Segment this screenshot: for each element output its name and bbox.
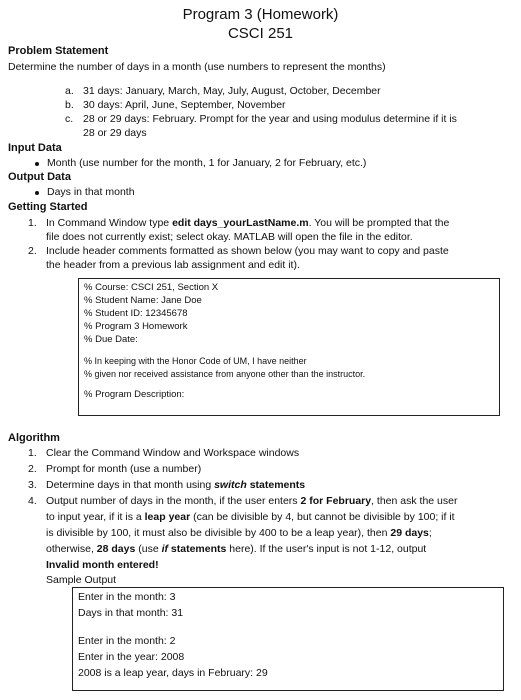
- header-line: % Program 3 Homework: [84, 321, 188, 332]
- alg-step4-marker: 4.: [28, 495, 37, 507]
- header-line: % Program Description:: [84, 389, 185, 400]
- problem-item-c: 28 or 29 days: February. Prompt for the year and using modulus determine if it is: [83, 113, 457, 125]
- getting-started-heading: Getting Started: [8, 201, 88, 213]
- problem-item-b: 30 days: April, June, September, November: [83, 99, 286, 111]
- alg-step4-line4: otherwise, 28 days (use if statements here). If the user's input is not 1-12, output: [46, 543, 427, 555]
- problem-item-b-marker: b.: [65, 99, 74, 111]
- alg-step1: Clear the Command Window and Workspace windows: [46, 447, 300, 459]
- sample-line: Enter in the month: 2: [78, 635, 176, 647]
- alg-step3: Determine days in that month using switch statements: [46, 479, 306, 491]
- step1-line2: file does not currently exist; select okay. MATLAB will open the file in the editor.: [46, 231, 413, 243]
- alg-step4-line1: Output number of days in the month, if the user enters 2 for February, then ask the user: [46, 495, 458, 507]
- sample-line: 2008 is a leap year, days in February: 29: [78, 667, 268, 679]
- sample-output-label: Sample Output: [46, 574, 117, 586]
- alg-step4-line5: Invalid month entered!: [46, 559, 159, 571]
- alg-step2: Prompt for month (use a number): [46, 463, 202, 475]
- header-line: % given nor received assistance from anyone other than the instructor.: [84, 369, 366, 379]
- alg-step3-marker: 3.: [28, 479, 37, 491]
- step2-marker: 2.: [28, 245, 37, 257]
- header-line: % Student Name: Jane Doe: [84, 295, 202, 306]
- step1-line1: In Command Window type edit days_yourLastName.m. You will be prompted that the: [46, 217, 450, 229]
- problem-item-c-marker: c.: [65, 113, 74, 125]
- output-heading: Output Data: [8, 171, 71, 183]
- problem-heading: Problem Statement: [8, 45, 109, 57]
- alg-step2-marker: 2.: [28, 463, 37, 475]
- input-heading: Input Data: [8, 142, 62, 154]
- sample-line: Enter in the year: 2008: [78, 651, 185, 663]
- problem-text: Determine the number of days in a month (use numbers to represent the months): [8, 61, 386, 73]
- header-line: % Due Date:: [84, 334, 138, 345]
- problem-item-c-continued: 28 or 29 days: [83, 127, 147, 139]
- step2-line1: Include header comments formatted as shown below (you may want to copy and paste: [46, 245, 449, 257]
- course-title: CSCI 251: [227, 25, 294, 42]
- alg-step1-marker: 1.: [28, 447, 37, 459]
- sample-output-box: [72, 587, 504, 691]
- step2-line2: the header from a previous lab assignment and edit it).: [46, 259, 300, 271]
- header-line: % Student ID: 12345678: [84, 308, 188, 319]
- input-item: Month (use number for the month, 1 for January, 2 for February, etc.): [47, 157, 367, 169]
- alg-step4-line3: is divisible by 100, it must also be divisible by 400 to be a leap year), then 29 days;: [46, 527, 432, 539]
- problem-item-a-marker: a.: [65, 85, 74, 97]
- algorithm-heading: Algorithm: [8, 432, 60, 444]
- bullet-icon: [35, 191, 39, 195]
- problem-item-a: 31 days: January, March, May, July, August, October, December: [83, 85, 381, 97]
- output-item: Days in that month: [47, 186, 135, 198]
- sample-line: Enter in the month: 3: [78, 591, 176, 603]
- step1-marker: 1.: [28, 217, 37, 229]
- header-line: % Course: CSCI 251, Section X: [84, 282, 219, 293]
- sample-line: Days in that month: 31: [78, 607, 184, 619]
- header-line: % In keeping with the Honor Code of UM, I have neither: [84, 356, 307, 366]
- header-comments-box: [78, 278, 500, 416]
- alg-step4-line2: to input year, if it is a leap year (can be divisible by 4, but cannot be divisible by 100; if it: [46, 511, 455, 523]
- bullet-icon: [35, 162, 39, 166]
- document-title: Program 3 (Homework): [182, 6, 339, 23]
